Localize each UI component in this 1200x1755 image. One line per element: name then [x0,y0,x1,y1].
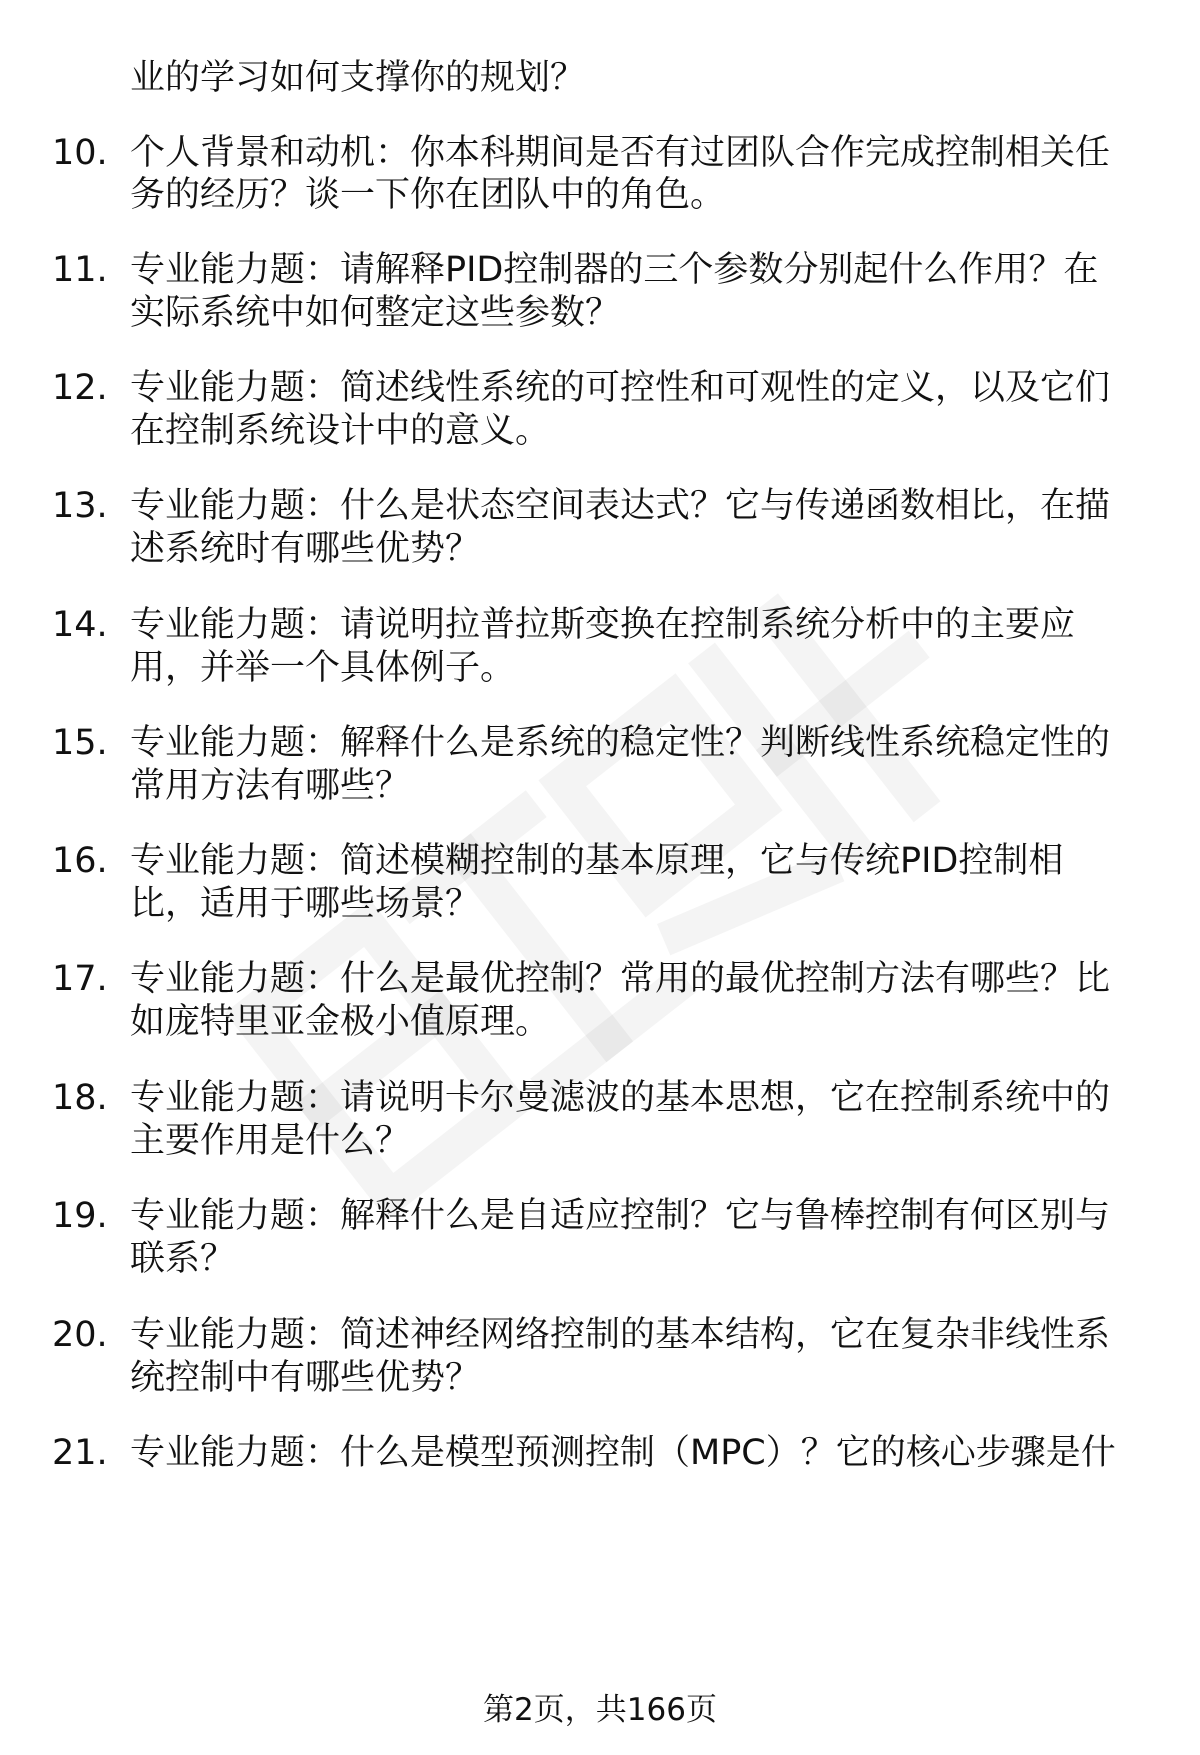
question-number: 19. [52,1196,108,1236]
question-number: 15. [52,723,108,763]
question-text-line: 专业能力题：简述线性系统的可控性和可观性的定义，以及它们 [130,368,1111,408]
question-number: 14. [52,605,108,645]
question-text-line: 主要作用是什么？ [130,1121,411,1161]
page-footer: 第2页，共166页 [483,1692,717,1728]
question-text-line: 专业能力题：什么是最优控制？常用的最优控制方法有哪些？比 [130,959,1111,999]
question-text-line: 常用方法有哪些？ [130,766,411,806]
question-text-line: 务的经历？谈一下你在团队中的角色。 [130,175,726,215]
question-text-line: 专业能力题：简述神经网络控制的基本结构，它在复杂非线性系 [130,1315,1111,1355]
question-number: 21. [52,1433,108,1473]
question-text-line: 比，适用于哪些场景？ [130,884,481,924]
question-number: 10. [52,133,108,173]
question-text-line: 述系统时有哪些优势？ [130,529,481,569]
question-number: 13. [52,486,108,526]
question-text-line: 联系？ [130,1239,236,1279]
question-text-line: 专业能力题：简述模糊控制的基本原理，它与传统PID控制相 [130,841,1064,881]
question-text-line: 用，并举一个具体例子。 [130,648,516,688]
question-number: 17. [52,959,108,999]
question-text-line: 统控制中有哪些优势？ [130,1358,481,1398]
question-text-line: 专业能力题：什么是状态空间表达式？它与传递函数相比，在描 [130,486,1111,526]
question-number: 16. [52,841,108,881]
question-text-line: 专业能力题：解释什么是自适应控制？它与鲁棒控制有何区别与 [130,1196,1111,1236]
question-text-line: 专业能力题：请解释PID控制器的三个参数分别起什么作用？在 [130,250,1099,290]
question-text-line: 专业能力题：请说明拉普拉斯变换在控制系统分析中的主要应 [130,605,1076,645]
question-number: 20. [52,1315,108,1355]
question-number: 12. [52,368,108,408]
question-text-line: 实际系统中如何整定这些参数？ [130,293,621,333]
question-text-line: 在控制系统设计中的意义。 [130,411,551,451]
lead-line: 业的学习如何支撑你的规划？ [130,58,586,98]
question-text-line: 如庞特里亚金极小值原理。 [130,1002,551,1042]
question-text-line: 专业能力题：请说明卡尔曼滤波的基本思想，它在控制系统中的 [130,1078,1111,1118]
question-text-line: 专业能力题：什么是模型预测控制（MPC）？它的核心步骤是什 [130,1433,1116,1473]
question-text-line: 专业能力题：解释什么是系统的稳定性？判断线性系统稳定性的 [130,723,1111,763]
question-number: 18. [52,1078,108,1118]
question-number: 11. [52,250,108,290]
question-text-line: 个人背景和动机：你本科期间是否有过团队合作完成控制相关任 [130,133,1111,173]
